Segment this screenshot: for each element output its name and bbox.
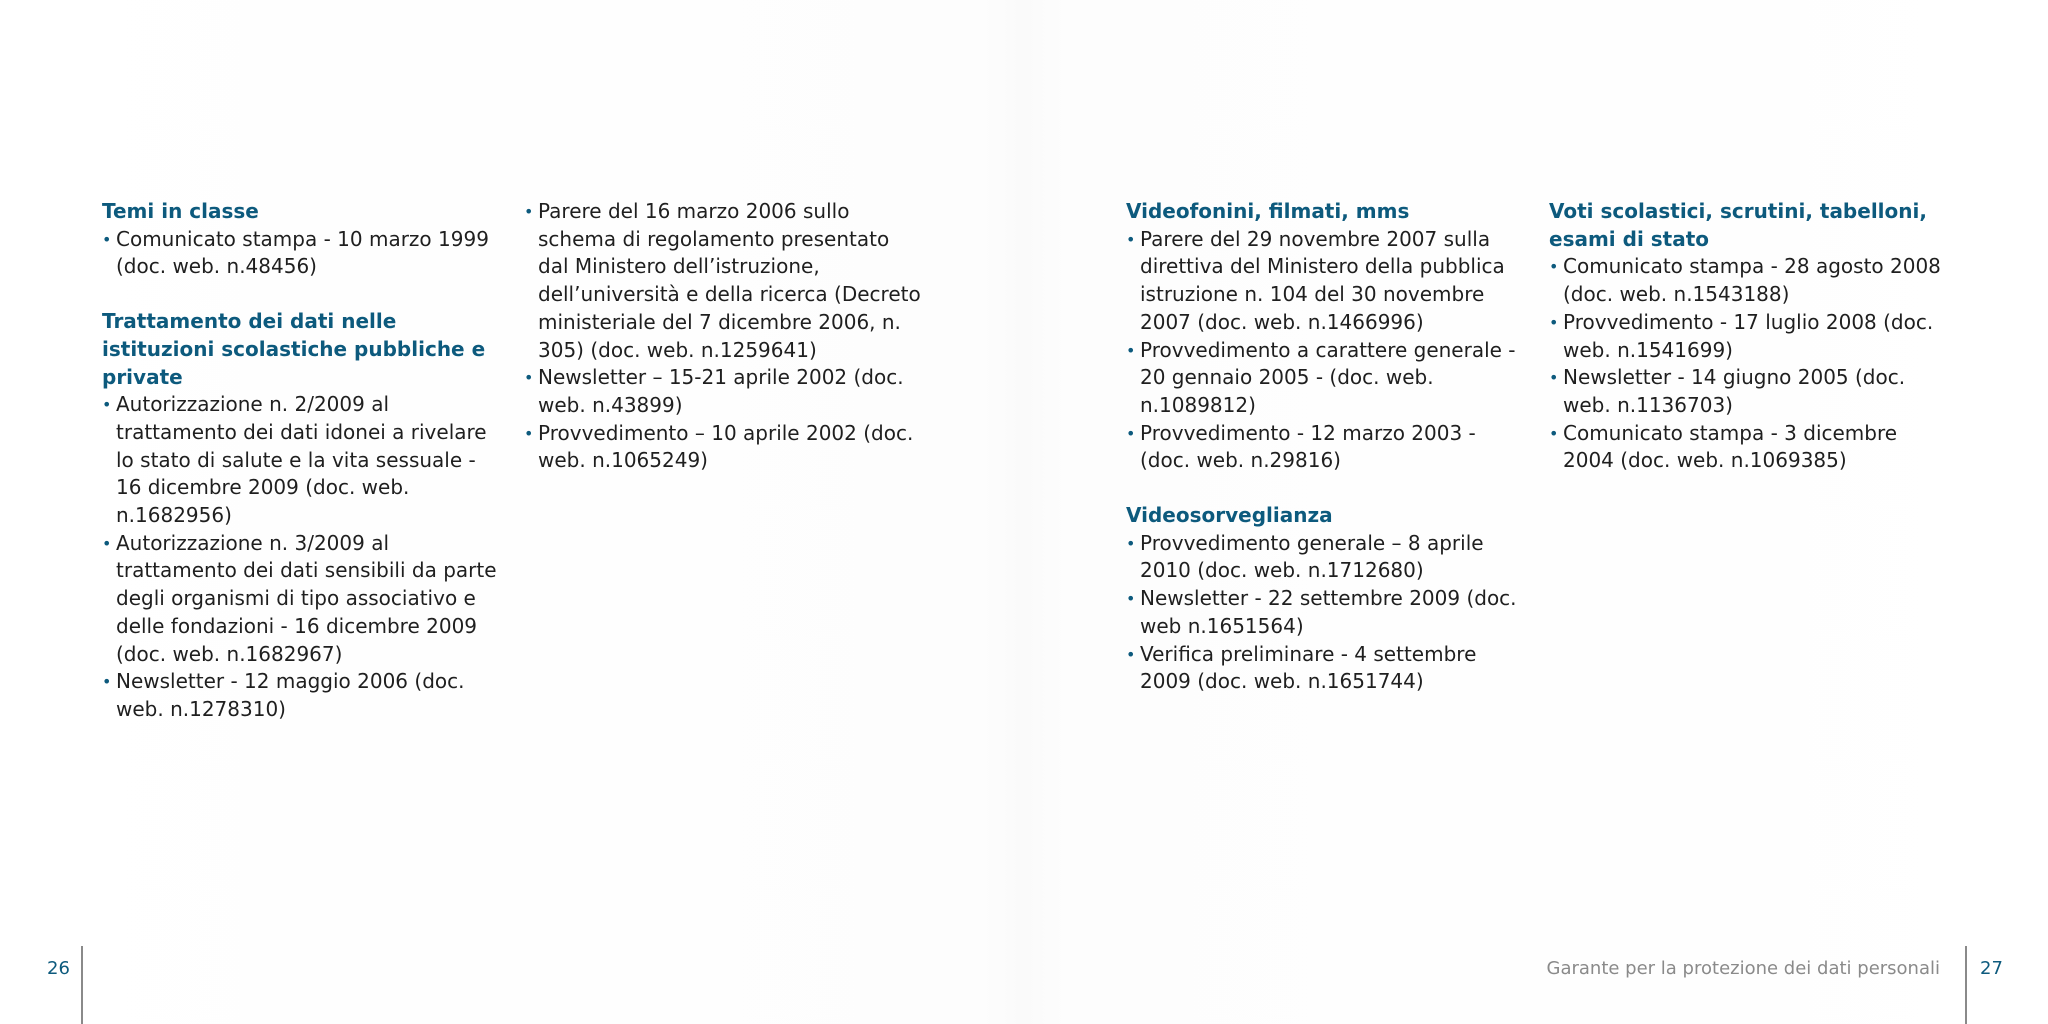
bullet-icon: • — [1549, 257, 1559, 277]
list-item-text: Verifica preliminare - 4 settembre 2009 (doc. web. n.1651744) — [1140, 641, 1477, 694]
list-item — [1549, 420, 1949, 475]
footer-divider-left — [81, 946, 83, 1024]
list-item-text: Provvedimento – 10 aprile 2002 (doc. web. n.1065249) — [538, 420, 914, 473]
list-item — [102, 391, 502, 530]
list-item — [1126, 226, 1526, 337]
list-item-text: Newsletter - 22 settembre 2009 (doc. web n.1651564) — [1140, 586, 1517, 638]
bullet-icon: • — [1126, 644, 1136, 664]
list-item-text: Provvedimento a carattere generale - 20 gennaio 2005 - (doc. web. n.1089812) — [1140, 337, 1516, 417]
bullet-icon: • — [102, 672, 112, 692]
bullet-icon: • — [102, 395, 112, 415]
bullet-icon: • — [524, 423, 534, 443]
bullet-icon: • — [1126, 533, 1136, 553]
list-item — [102, 530, 502, 669]
column-4 — [1549, 198, 1949, 502]
section-trattamento-dati-istituzioni — [102, 308, 502, 724]
list-item — [1126, 337, 1526, 420]
list-item — [1126, 530, 1526, 585]
section-videosorveglianza — [1126, 502, 1526, 696]
page-number-left: 26 — [47, 958, 70, 979]
bullet-icon: • — [1126, 423, 1136, 443]
bullet-icon: • — [102, 533, 112, 553]
publisher-name: Garante per la protezione dei dati personali — [1546, 958, 1940, 979]
section-title: Trattamento dei dati nelle istituzioni scolastiche pubbliche e private — [102, 309, 486, 389]
footer-divider-right — [1965, 946, 1967, 1024]
bullet-icon: • — [102, 229, 112, 249]
list-item — [524, 364, 924, 419]
list-item — [1126, 641, 1526, 696]
list-item — [524, 198, 924, 364]
list-item — [524, 420, 924, 475]
section-title: Voti scolastici, scrutini, tabelloni, esami di stato — [1549, 199, 1927, 251]
reference-list — [524, 198, 924, 475]
bullet-icon: • — [1126, 340, 1136, 360]
bullet-icon: • — [1549, 312, 1559, 332]
list-item — [1126, 585, 1526, 640]
list-item-text: Newsletter - 14 giugno 2005 (doc. web. n.1136703) — [1563, 365, 1906, 417]
list-item-text: Newsletter - 12 maggio 2006 (doc. web. n.1278310) — [116, 669, 465, 721]
section-temi-in-classe — [102, 198, 502, 281]
list-item-text: Comunicato stampa - 10 marzo 1999 (doc. web. n.48456) — [116, 226, 489, 279]
list-item-text: Autorizzazione n. 3/2009 al trattamento dei dati sensibili da parte degli organismi di tipo associativo e delle fondazioni - 16 dicembre 2009 (doc. web. n.1682967) — [116, 530, 497, 666]
reference-list — [1549, 253, 1949, 475]
bullet-icon: • — [524, 202, 534, 221]
reference-list — [102, 391, 502, 723]
section-voti-scolastici — [1549, 198, 1949, 475]
list-item-text: Provvedimento - 17 luglio 2008 (doc. web. n.1541699) — [1563, 309, 1934, 362]
column-1 — [102, 198, 502, 751]
reference-list — [1126, 226, 1526, 475]
list-item — [1549, 309, 1949, 364]
list-item-text: Newsletter – 15-21 aprile 2002 (doc. web. n.43899) — [538, 365, 904, 417]
reference-list — [1126, 530, 1526, 696]
list-item — [1549, 253, 1949, 308]
list-item-text: Parere del 16 marzo 2006 sullo schema di regolamento presentato dal Ministero dell’istruzione, dell’università e della ricerca (Decreto ministeriale del 7 dicembre 2006, n. 305) (doc. web. n.1259641) — [538, 199, 921, 362]
list-item — [102, 226, 502, 281]
bullet-icon: • — [1126, 589, 1136, 609]
list-item-text: Parere del 29 novembre 2007 sulla direttiva del Ministero della pubblica istruzione n. 104 del 30 novembre 2007 (doc. web. n.1466996) — [1140, 226, 1505, 334]
list-item-text: Autorizzazione n. 2/2009 al trattamento dei dati idonei a rivelare lo stato di salute e la vita sessuale - 16 dicembre 2009 (doc. web. n.1682956) — [116, 392, 487, 528]
section-continued — [524, 198, 924, 475]
bullet-icon: • — [1126, 229, 1136, 249]
column-3 — [1126, 198, 1526, 723]
list-item — [102, 668, 502, 723]
reference-list — [102, 226, 502, 281]
list-item-text: Provvedimento generale – 8 aprile 2010 (doc. web. n.1712680) — [1140, 530, 1484, 583]
section-videofonini — [1126, 198, 1526, 475]
list-item — [1126, 420, 1526, 475]
page-number-right: 27 — [1980, 958, 2003, 979]
bullet-icon: • — [1549, 423, 1559, 443]
column-2 — [524, 198, 924, 502]
bullet-icon: • — [524, 368, 534, 388]
list-item-text: Comunicato stampa - 3 dicembre 2004 (doc. web. n.1069385) — [1563, 420, 1898, 473]
list-item — [1549, 364, 1949, 419]
section-title: Videosorveglianza — [1126, 503, 1333, 528]
list-item-text: Comunicato stampa - 28 agosto 2008 (doc. web. n.1543188) — [1563, 254, 1941, 307]
section-title: Videofonini, filmati, mms — [1126, 199, 1410, 223]
list-item-text: Provvedimento - 12 marzo 2003 - (doc. web. n.29816) — [1140, 420, 1476, 473]
section-title: Temi in classe — [102, 199, 259, 223]
bullet-icon: • — [1549, 368, 1559, 388]
